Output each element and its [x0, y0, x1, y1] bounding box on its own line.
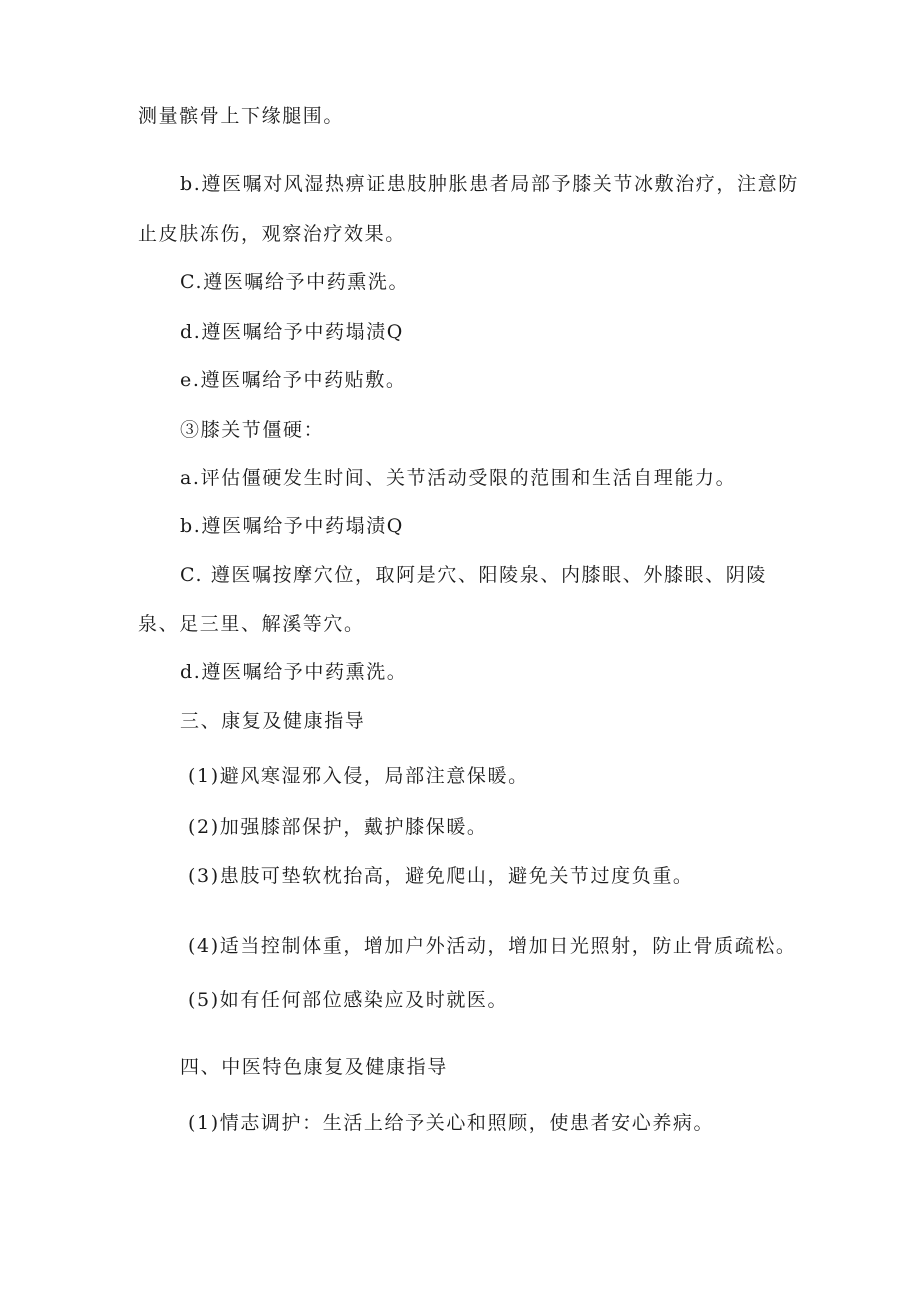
section-heading: 三、康复及健康指导 — [180, 710, 366, 732]
text-line: e.遵医嘱给予中药贴敷。 — [180, 369, 407, 391]
section-heading: 四、中医特色康复及健康指导 — [180, 1056, 448, 1078]
text-line: a.评估僵硬发生时间、关节活动受限的范围和生活自理能力。 — [180, 467, 737, 489]
text-line: b.遵医嘱给予中药塌渍Q — [180, 515, 404, 537]
text-line: 测量髌骨上下缘腿围。 — [138, 105, 345, 127]
text-line: 泉、足三里、解溪等穴。 — [138, 613, 365, 635]
subsection-heading: ③膝关节僵硬： — [180, 419, 325, 441]
text-line: 止皮肤冻伤，观察治疗效果。 — [138, 223, 406, 245]
list-item: (5)如有任何部位感染应及时就医。 — [188, 989, 509, 1011]
text-line: C. 遵医嘱按摩穴位，取阿是穴、阳陵泉、内膝眼、外膝眼、阴陵 — [180, 564, 767, 586]
text-line: b.遵医嘱对风湿热痹证患肢肿胀患者局部予膝关节冰敷治疗，注意防 — [180, 173, 799, 195]
list-item: (1)避风寒湿邪入侵，局部注意保暖。 — [188, 765, 529, 787]
list-item: (2)加强膝部保护，戴护膝保暖。 — [188, 816, 488, 838]
list-item: (4)适当控制体重，增加户外活动，增加日光照射，防止骨质疏松。 — [188, 935, 797, 957]
text-line: d.遵医嘱给予中药塌渍Q — [180, 321, 404, 343]
text-line: d.遵医嘱给予中药熏洗。 — [180, 661, 408, 683]
text-line: C.遵医嘱给予中药熏洗。 — [180, 271, 410, 293]
list-item: (3)患肢可垫软枕抬高，避免爬山，避免关节过度负重。 — [188, 865, 694, 887]
list-item: (1)情志调护：生活上给予关心和照顾，使患者安心养病。 — [188, 1112, 715, 1134]
